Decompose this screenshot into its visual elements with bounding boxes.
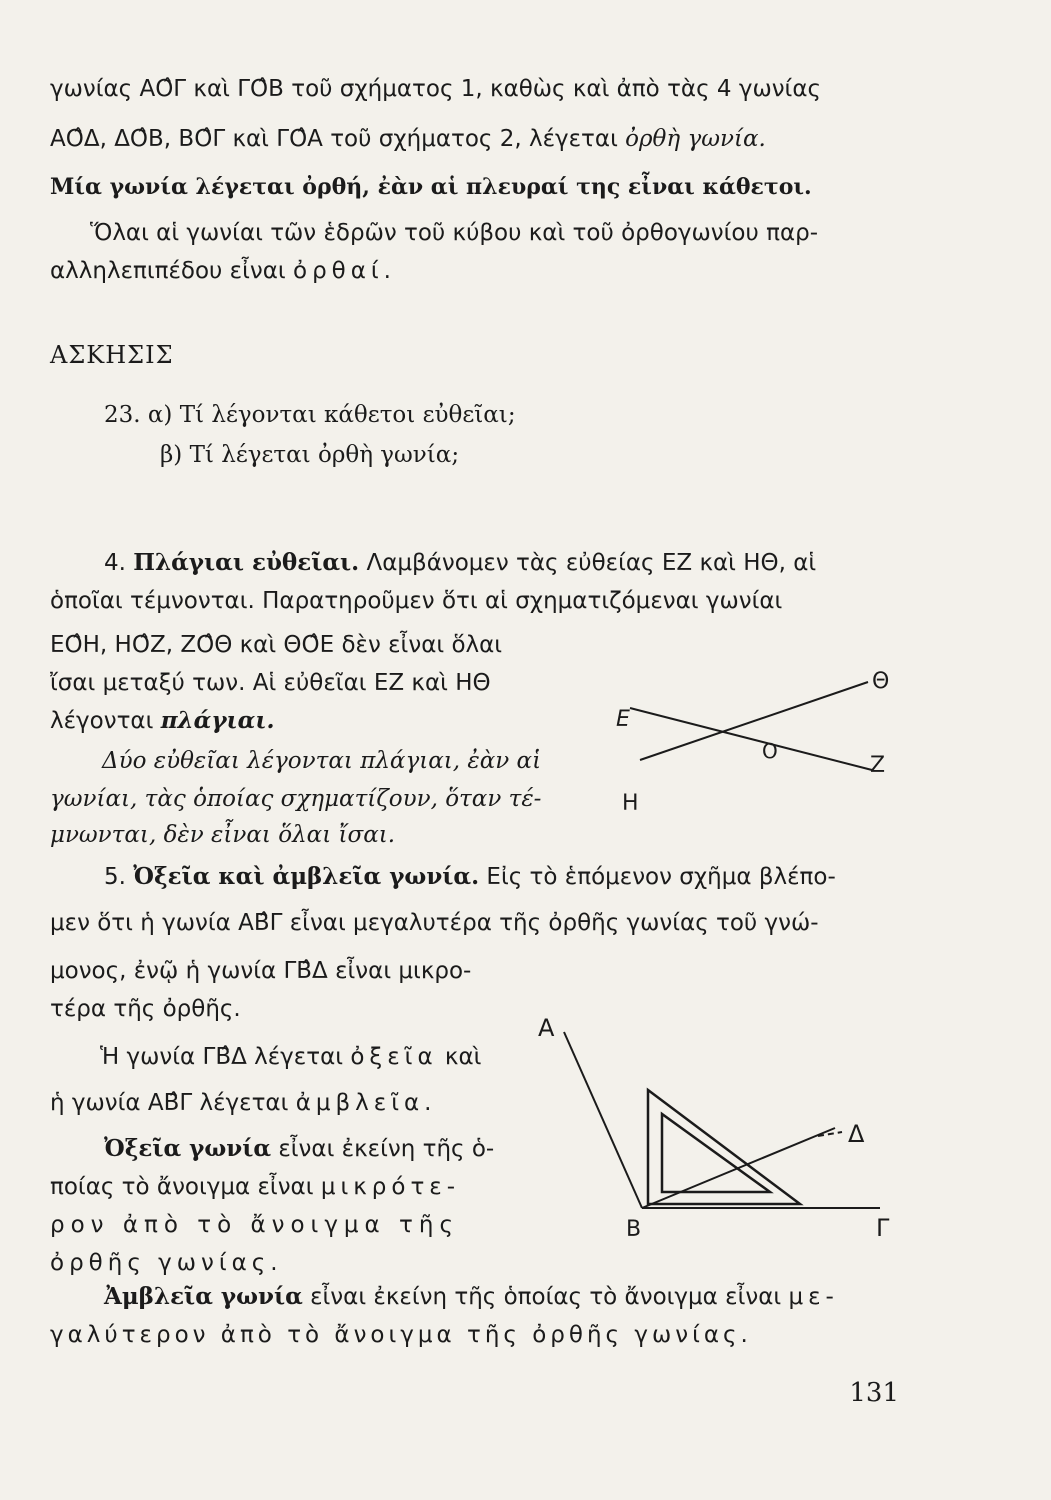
set-square-inner	[662, 1114, 770, 1192]
exercise-heading: ΑΣΚΗΣΙΣ	[50, 341, 174, 369]
label-G: Γ	[876, 1214, 890, 1242]
definition-oblique: Δύο εὐθεῖαι λέγονται πλάγιαι, ἐὰν αἱ	[102, 748, 542, 774]
definition-right-angle: Μία γωνία λέγεται ὀρθή, ἐὰν αἱ πλευραί της εἶναι κάθετοι.	[50, 174, 812, 200]
label-Z: Ζ	[870, 753, 886, 778]
definition-acute: ὀρθῆς γωνίας.	[50, 1250, 283, 1276]
oblique-lines-figure	[600, 660, 900, 820]
set-square-outer	[648, 1090, 800, 1204]
text-line: αλληλεπιπέδου εἶναι ὀρθαί.	[50, 258, 396, 284]
label-TH: Θ	[872, 669, 890, 694]
definition-obtuse: Ἀμβλεῖα γωνία εἶναι ἐκείνη τῆς ὁποίας τὸ ἄνοιγμα εἶναι με-	[104, 1283, 839, 1310]
text-line: Ὅλαι αἱ γωνίαι τῶν ἑδρῶν τοῦ κύβου καὶ τοῦ ὀρθογωνίου παρ-	[90, 220, 819, 246]
label-O: Ο	[762, 739, 778, 763]
definition-acute: ρον ἀπὸ τὸ ἄνοιγμα τῆς	[50, 1212, 459, 1238]
definition-oblique: μνωνται, δὲν εἶναι ὅλαι ἴσαι.	[50, 822, 396, 848]
text-line: μονος, ἐνῷ ἡ γωνία ΓΒ̂Δ εἶναι μικρο-	[50, 958, 472, 984]
ray-BA	[564, 1032, 642, 1208]
term-right-angle: ὀρθὴ γωνία.	[625, 126, 766, 152]
line-EZ	[630, 708, 872, 770]
label-B: Β	[626, 1217, 642, 1242]
angles-figure	[530, 1010, 910, 1250]
text-line: μεν ὅτι ἡ γωνία ΑΒ̂Γ εἶναι μεγαλυτέρα τῆς ὀρθῆς γωνίας τοῦ γνώ-	[50, 910, 819, 936]
exercise-question-23a: 23. α) Τί λέγονται κάθετοι εὐθεῖαι;	[104, 402, 516, 428]
definition-acute: ποίας τὸ ἄνοιγμα εἶναι μικρότε-	[50, 1174, 461, 1200]
section-4-heading: 4. Πλάγιαι εὐθεῖαι. Λαμβάνομεν τὰς εὐθείας ΕΖ καὶ ΗΘ, αἱ	[104, 549, 817, 576]
page-number: 131	[849, 1378, 899, 1408]
text-line: ἴσαι μεταξύ των. Αἱ εὐθεῖαι ΕΖ καὶ ΗΘ	[50, 670, 491, 696]
text-line: γωνίας ΑΟ̂Γ καὶ ΓΟ̂Β τοῦ σχήματος 1, καθὼς καὶ ἀπὸ τὰς 4 γωνίας	[50, 76, 821, 102]
text-line: λέγονται πλάγιαι.	[50, 707, 275, 734]
text-line: ὁποῖαι τέμνονται. Παρατηροῦμεν ὅτι αἱ σχηματιζόμεναι γωνίαι	[50, 588, 783, 614]
section-5-heading: 5. Ὀξεῖα καὶ ἀμβλεῖα γωνία. Εἰς τὸ ἑπόμενον σχῆμα βλέπο-	[104, 863, 836, 890]
definition-oblique: γωνίαι, τὰς ὁποίας σχηματίζουν, ὅταν τέ-	[50, 786, 542, 812]
label-E: Ε	[616, 707, 630, 732]
exercise-question-23b: β) Τί λέγεται ὀρθὴ γωνία;	[160, 442, 460, 468]
text-line: ΕΟ̂Η, ΗΟ̂Ζ, ΖΟ̂Θ καὶ ΘΟ̂Ε δὲν εἶναι ὅλαι	[50, 632, 503, 658]
definition-acute: Ὀξεῖα γωνία εἶναι ἐκείνη τῆς ὁ-	[104, 1135, 495, 1162]
text-line: τέρα τῆς ὀρθῆς.	[50, 996, 241, 1022]
label-H: Η	[622, 791, 639, 816]
label-D: Δ	[848, 1120, 865, 1148]
label-A: Α	[538, 1014, 555, 1042]
definition-obtuse: γαλύτερον ἀπὸ τὸ ἄνοιγμα τῆς ὀρθῆς γωνίας.	[50, 1322, 752, 1348]
text-line: ΑΟ̂Δ, ΔΟ̂Β, ΒΟ̂Γ καὶ ΓΟ̂Α τοῦ σχήματος 2, λέγεται ὀρθὴ γωνία.	[50, 126, 766, 152]
text-line: ἡ γωνία ΑΒ̂Γ λέγεται ἀμβλεῖα.	[50, 1090, 437, 1116]
line-HTH	[640, 682, 868, 760]
text-line: Ἡ γωνία ΓΒ̂Δ λέγεται ὀξεῖα καὶ	[100, 1044, 482, 1070]
